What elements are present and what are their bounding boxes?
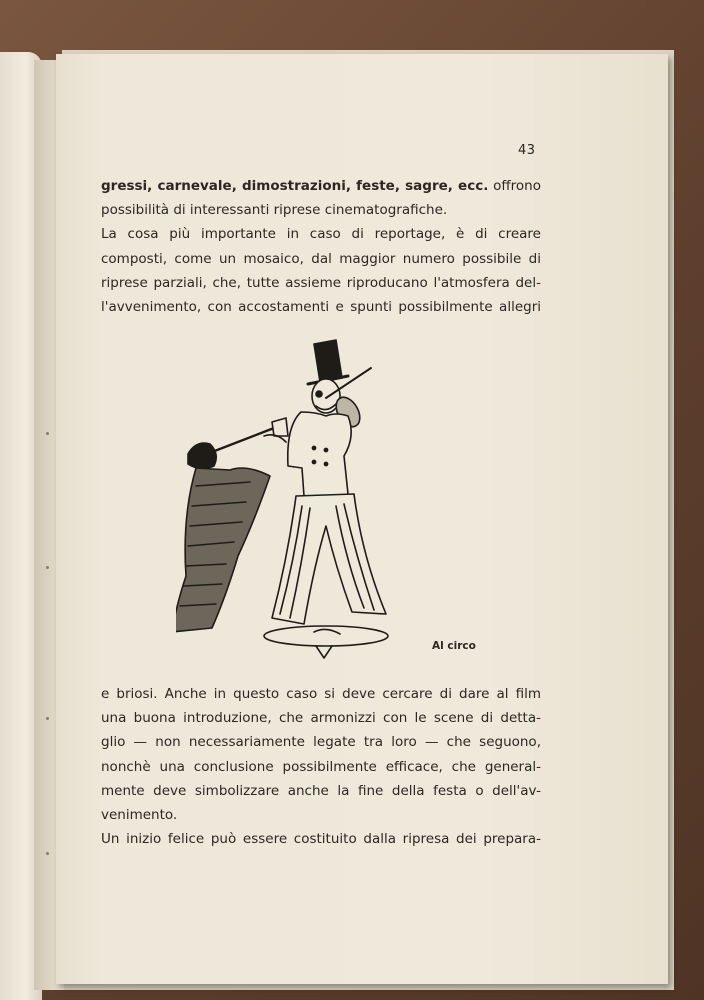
top-paragraph (101, 174, 541, 319)
text-line: una buona introduzione, che armonizzi con le scene di detta- (101, 710, 541, 727)
text-line: possibilità di interessanti riprese cinematografiche. (101, 202, 448, 219)
text-line: nonchè una conclusione possibilmente efficace, che general- (101, 758, 541, 775)
text-line: glio — non necessariamente legate tra loro — che seguono, (101, 734, 541, 751)
text-line: riprese parziali, che, tutte assieme riproducano l'atmosfera del- (101, 274, 541, 291)
text-line: composti, come un mosaico, dal maggior numero possibile di (101, 250, 541, 267)
illustration-caption: Al circo (432, 640, 476, 652)
text-line: venimento. (101, 806, 178, 823)
bold-keywords: gressi, carnevale, dimostrazioni, feste, sagre, ecc. (101, 178, 489, 194)
text-line: l'avvenimento, con accostamenti e spunti possibilmente allegri (101, 298, 541, 315)
text-line: mente deve simbolizzare anche la fine della festa o dell'av- (101, 782, 541, 799)
circus-clowns-illustration (176, 336, 476, 666)
text-line (101, 174, 541, 198)
text-line: e briosi. Anche in questo caso si deve cercare di dare al film (101, 686, 541, 702)
bottom-paragraph (101, 682, 541, 851)
page-number: 43 (518, 143, 536, 158)
text-run: offrono (493, 178, 541, 194)
text-line: Un inizio felice può essere costituito dalla ripresa dei prepara- (101, 831, 541, 848)
text-line: La cosa più importante in caso di reportage, è di creare (101, 226, 541, 243)
